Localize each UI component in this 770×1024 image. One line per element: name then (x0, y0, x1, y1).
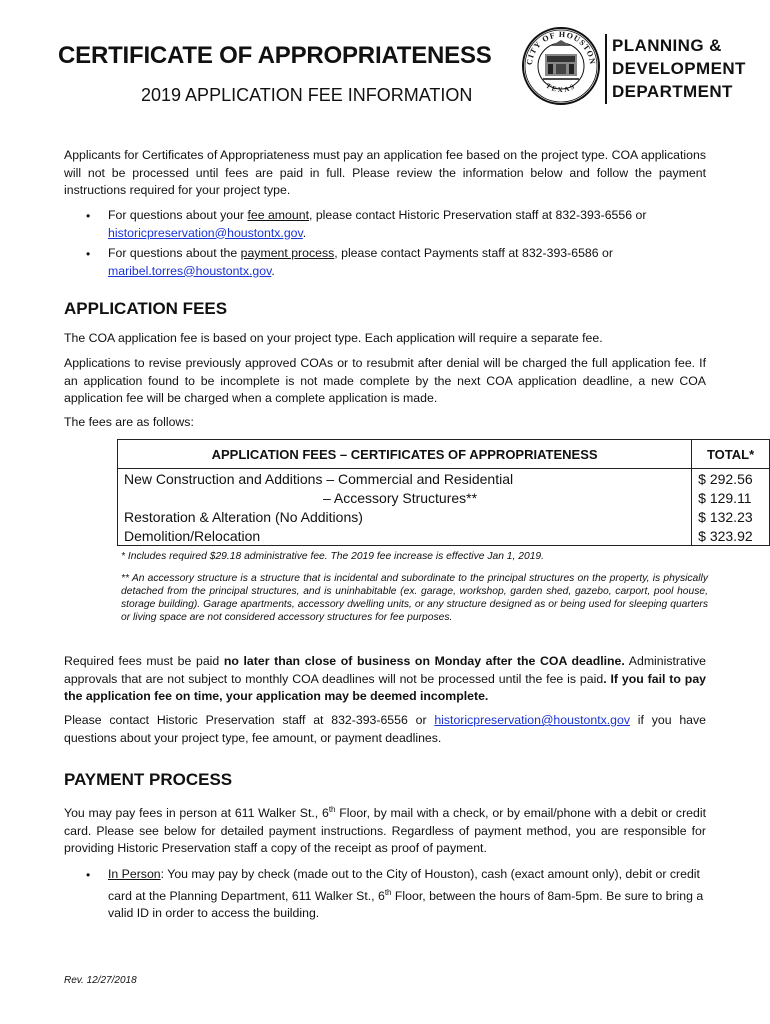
ordinal-suffix: th (328, 805, 336, 814)
payment-process-heading: PAYMENT PROCESS (64, 770, 233, 789)
fee-row-label: Demolition/Relocation (118, 526, 692, 546)
deadline-text: Required fees must be paid (64, 654, 224, 668)
payment-process-underlined: payment process (240, 246, 335, 260)
in-person-text: : You may pay by check (made out to the City of Houston), cash (exact amount only), debit or credit card at the Planning Department, 611 Walker St., 6 (108, 867, 700, 903)
fees-paragraph-3: The fees are as follows: (64, 415, 194, 429)
bullet-payment-questions (108, 245, 708, 280)
fee-table-header-total: TOTAL* (692, 440, 770, 469)
table-row (118, 488, 770, 507)
payment-text: You may pay fees in person at 611 Walker St., 6 (64, 806, 329, 821)
contact-paragraph (64, 712, 706, 747)
contact-text: Please contact Historic Preservation staff at 832-393-6556 or (64, 713, 435, 727)
table-row (118, 526, 770, 546)
intro-paragraph: Applicants for Certificates of Appropriateness must pay an application fee based on the project type. COA applications will not be processed until fees are paid in full. Please review the information below and follow the payment instructions required for your project type. (64, 148, 706, 197)
fee-row-amount: $ 129.11 (692, 488, 770, 507)
svg-text:TEXAS: TEXAS (544, 81, 578, 95)
historic-preservation-email-link[interactable]: historicpreservation@houstontx.gov (108, 225, 303, 240)
bullet-text: , please contact Historic Preservation staff at 832-393-6556 or (308, 208, 647, 222)
in-person-text: Floor, between the hours of 8am-5pm. Be sure to bring a valid ID in order to access the building. (108, 888, 704, 921)
fees-paragraph-1: The COA application fee is based on your project type. Each application will require a separate fee. (64, 331, 603, 345)
fee-row-label: New Construction and Additions – Commercial and Residential (118, 469, 692, 489)
page-title: CERTIFICATE OF APPROPRIATENESS (58, 42, 492, 69)
fee-row-amount: $ 292.56 (692, 469, 770, 489)
payment-paragraph (64, 801, 706, 858)
city-seal-logo (521, 26, 601, 106)
contact-text: if you have questions about your project type, fee amount, or payment deadlines. (64, 713, 706, 745)
bullet-text: , please contact Payments staff at 832-393-6586 or (334, 246, 613, 260)
header-divider (605, 34, 607, 104)
fee-table-header (118, 440, 770, 469)
payment-text: Floor, by mail with a check, or by email/phone with a debit or credit card. Please see below for detailed payment instructions. Regardless of payment method, you are responsible for providing Historic Preservation staff a copy of the receipt as proof of payment. (64, 806, 706, 856)
deadline-text: Administrative approvals that are not subject to monthly COA deadlines will not be processed until the fee is paid (64, 654, 706, 686)
fee-table (117, 439, 770, 546)
revision-date: Rev. 12/27/2018 (64, 975, 137, 986)
footnote-accessory-structure: ** An accessory structure is a structure that is incidental and subordinate to the principal structures on the property, is physically detached from the principal structures, and is uninhabitable (ex. garage, workshop, garden shed, gazebo, carport, pool house, storage building). Garage apartments, accessory dwelling units, or any structure designed as or being used for sleeping quarters or living space are not considered accessory structures for fee purposes. (121, 573, 708, 623)
svg-text:CITY OF HOUSTON: CITY OF HOUSTON (524, 29, 598, 66)
page-subtitle: 2019 APPLICATION FEE INFORMATION (141, 85, 473, 105)
application-fees-heading: APPLICATION FEES (64, 299, 228, 318)
ordinal-suffix: th (384, 887, 392, 897)
bullet-dot: • (86, 868, 91, 882)
payments-staff-email-link[interactable]: maribel.torres@houstontx.gov (108, 263, 272, 278)
table-row (118, 469, 770, 489)
bullet-text: . (271, 263, 275, 278)
fee-row-label: Restoration & Alteration (No Additions) (118, 507, 692, 526)
bullet-dot: • (86, 209, 91, 223)
fee-row-label: – Accessory Structures** (118, 488, 692, 507)
bullet-text: For questions about the (108, 246, 241, 260)
in-person-label: In Person (108, 867, 161, 881)
deadline-paragraph (64, 653, 706, 706)
fees-paragraph-2: Applications to revise previously approved COAs or to resubmit after denial will be charged the full application fee. If an application found to be incomplete is not made complete by the next COA application deadline, a new COA application fee will be charged when a complete application is made. (64, 356, 706, 405)
department-logo-text (612, 34, 746, 103)
table-row (118, 507, 770, 526)
dept-line-2: DEVELOPMENT (612, 59, 746, 78)
fee-row-amount: $ 132.23 (692, 507, 770, 526)
bullet-text: For questions about your (108, 208, 248, 222)
deadline-warning-text: . If you fail to pay the application fee on time, your application may be deemed incomplete. (64, 671, 706, 703)
bullet-dot: • (86, 247, 91, 261)
bullet-in-person (108, 866, 708, 923)
footnote-admin-fee: * Includes required $29.18 administrative fee. The 2019 fee increase is effective Jan 1, 2019. (121, 551, 545, 562)
dept-line-1: PLANNING & (612, 36, 722, 55)
fee-row-amount: $ 323.92 (692, 526, 770, 546)
bullet-fee-questions (108, 207, 708, 242)
deadline-bold-text: no later than close of business on Monday after the COA deadline. (223, 654, 625, 668)
dept-line-3: DEPARTMENT (612, 82, 733, 101)
fee-amount-underlined: fee amount (247, 208, 309, 222)
bullet-text: . (302, 225, 307, 240)
fee-table-header-type: APPLICATION FEES – CERTIFICATES OF APPROPRIATENESS (118, 440, 692, 469)
contact-email-link[interactable]: historicpreservation@houstontx.gov (434, 713, 630, 727)
